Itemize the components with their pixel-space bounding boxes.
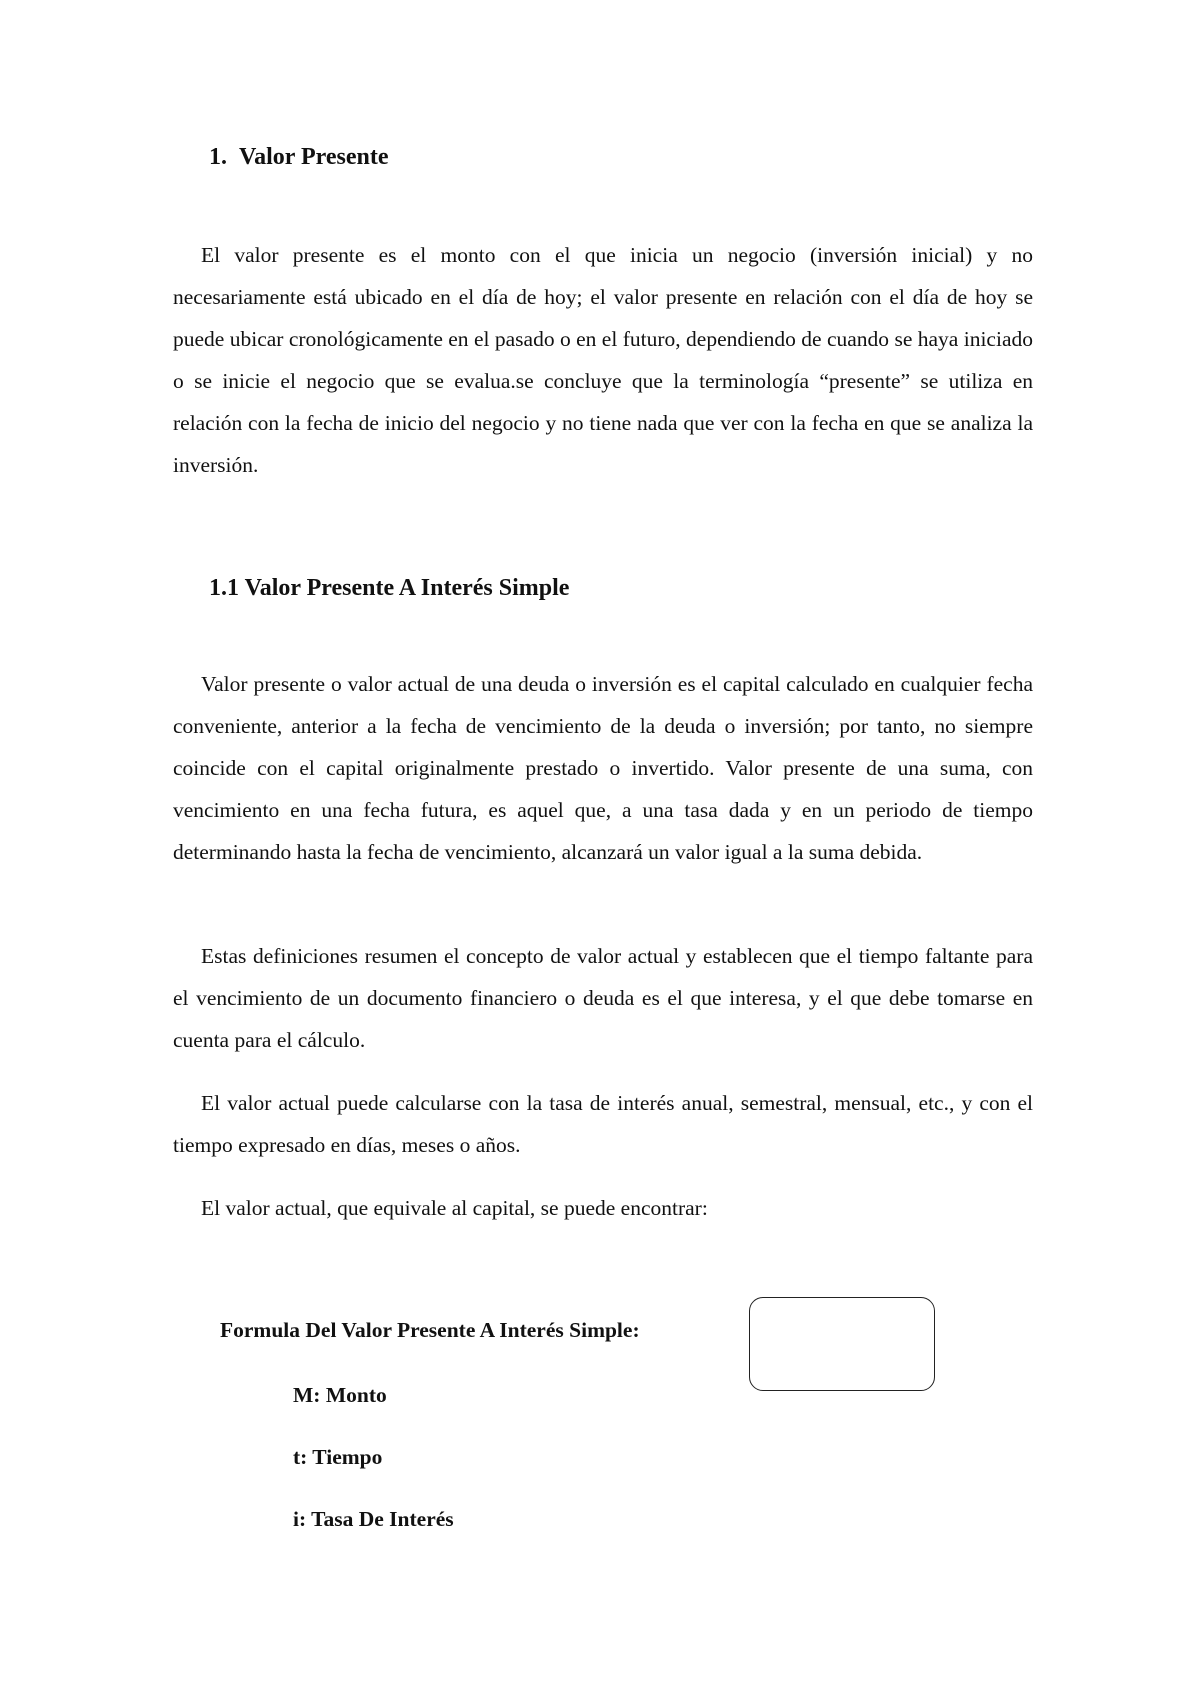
formula-title: Formula Del Valor Presente A Interés Simple:	[220, 1318, 640, 1342]
section-heading-valor-presente	[209, 144, 389, 171]
section-title: Valor Presente	[239, 144, 389, 170]
paragraph-valor-presente: El valor presente es el monto con el que inicia un negocio (inversión inicial) y no necesariamente está ubicado en el día de hoy; el valor presente en relación con el día de hoy se puede ubicar cronológicamente en el pasado o en el futuro, dependiendo de cuando se haya iniciado o se inicie el negocio que se evalua.se concluye que la terminología “presente” se utiliza en relación con la fecha de inicio del negocio y no tiene nada que ver con la fecha en que se analiza la inversión.	[173, 243, 1033, 477]
variable-monto: M: Monto	[293, 1383, 387, 1407]
subsection-heading-interes-simple: 1.1 Valor Presente A Interés Simple	[209, 575, 570, 601]
variable-tasa: i: Tasa De Interés	[293, 1507, 454, 1531]
variable-tiempo: t: Tiempo	[293, 1445, 383, 1469]
paragraph-capital: El valor actual, que equivale al capital, se puede encontrar:	[201, 1196, 708, 1220]
section-number: 1.	[209, 144, 227, 170]
paragraph-calculo: El valor actual puede calcularse con la tasa de interés anual, semestral, mensual, etc., y con el tiempo expresado en días, meses o años.	[173, 1091, 1033, 1157]
formula-box	[749, 1297, 935, 1391]
paragraph-definicion: Valor presente o valor actual de una deuda o inversión es el capital calculado en cualquier fecha conveniente, anterior a la fecha de vencimiento de la deuda o inversión; por tanto, no siempre coincide con el capital originalmente prestado o invertido. Valor presente de una suma, con vencimiento en una fecha futura, es aquel que, a una tasa dada y en un periodo de tiempo determinando hasta la fecha de vencimiento, alcanzará un valor igual a la suma debida.	[173, 672, 1033, 864]
paragraph-resumen: Estas definiciones resumen el concepto de valor actual y establecen que el tiempo faltante para el vencimiento de un documento financiero o deuda es el que interesa, y el que debe tomarse en cuenta para el cálculo.	[173, 944, 1033, 1052]
